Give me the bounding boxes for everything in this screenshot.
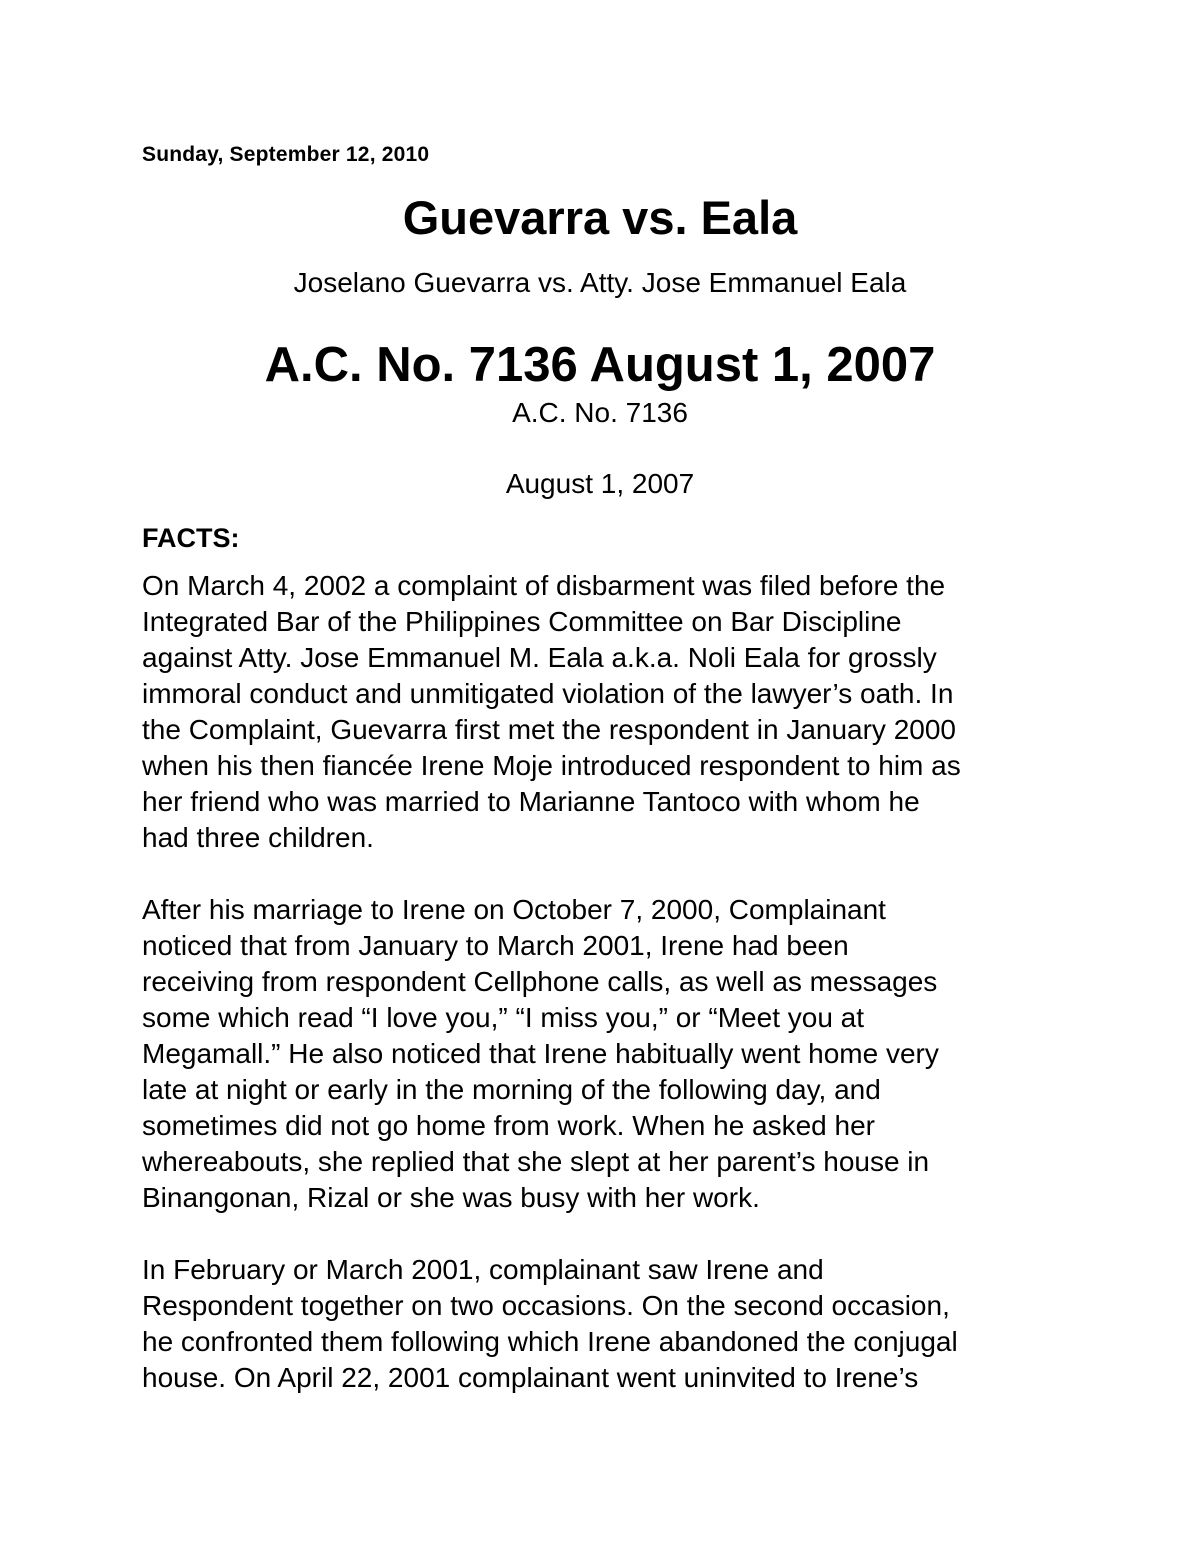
text-line: Integrated Bar of the Philippines Committee on Bar Discipline <box>142 606 902 637</box>
facts-heading: FACTS: <box>142 523 240 553</box>
text-line: against Atty. Jose Emmanuel M. Eala a.k.a. Noli Eala for grossly <box>142 642 937 673</box>
text-line: immoral conduct and unmitigated violation of the lawyer’s oath. In <box>142 678 954 709</box>
text-line: he confronted them following which Irene abandoned the conjugal <box>142 1326 958 1357</box>
text-line: sometimes did not go home from work. When he asked her <box>142 1110 876 1141</box>
text-line: some which read “I love you,” “I miss you,” or “Meet you at <box>142 1002 865 1033</box>
text-line: On March 4, 2002 a complaint of disbarment was filed before the <box>142 570 946 601</box>
text-line: had three children. <box>142 822 374 853</box>
paragraph <box>142 1252 1072 1396</box>
text-line: In February or March 2001, complainant saw Irene and <box>142 1254 824 1285</box>
case-heading: A.C. No. 7136 August 1, 2007 <box>264 338 936 392</box>
text-line: Binangonan, Rizal or she was busy with her work. <box>142 1182 760 1213</box>
case-number: A.C. No. 7136 <box>512 397 688 428</box>
paragraph <box>142 892 1072 1216</box>
text-line: house. On April 22, 2001 complainant went uninvited to Irene’s <box>142 1362 919 1393</box>
text-line: noticed that from January to March 2001, Irene had been <box>142 930 849 961</box>
paragraph <box>142 568 1072 856</box>
case-date: August 1, 2007 <box>505 468 695 499</box>
text-line: when his then fiancée Irene Moje introduced respondent to him as <box>142 750 961 781</box>
text-line: the Complaint, Guevarra first met the respondent in January 2000 <box>142 714 956 745</box>
facts-body <box>142 568 1072 1432</box>
text-line: late at night or early in the morning of the following day, and <box>142 1074 881 1105</box>
case-parties: Joselano Guevarra vs. Atty. Jose Emmanuel Eala <box>293 267 907 298</box>
post-date: Sunday, September 12, 2010 <box>142 143 430 166</box>
text-line: her friend who was married to Marianne Tantoco with whom he <box>142 786 920 817</box>
text-line: After his marriage to Irene on October 7, 2000, Complainant <box>142 894 886 925</box>
text-line: Megamall.” He also noticed that Irene habitually went home very <box>142 1038 939 1069</box>
document-title: Guevarra vs. Eala <box>402 191 798 244</box>
text-line: Respondent together on two occasions. On the second occasion, <box>142 1290 950 1321</box>
text-line: receiving from respondent Cellphone calls, as well as messages <box>142 966 938 997</box>
text-line: whereabouts, she replied that she slept at her parent’s house in <box>142 1146 930 1177</box>
